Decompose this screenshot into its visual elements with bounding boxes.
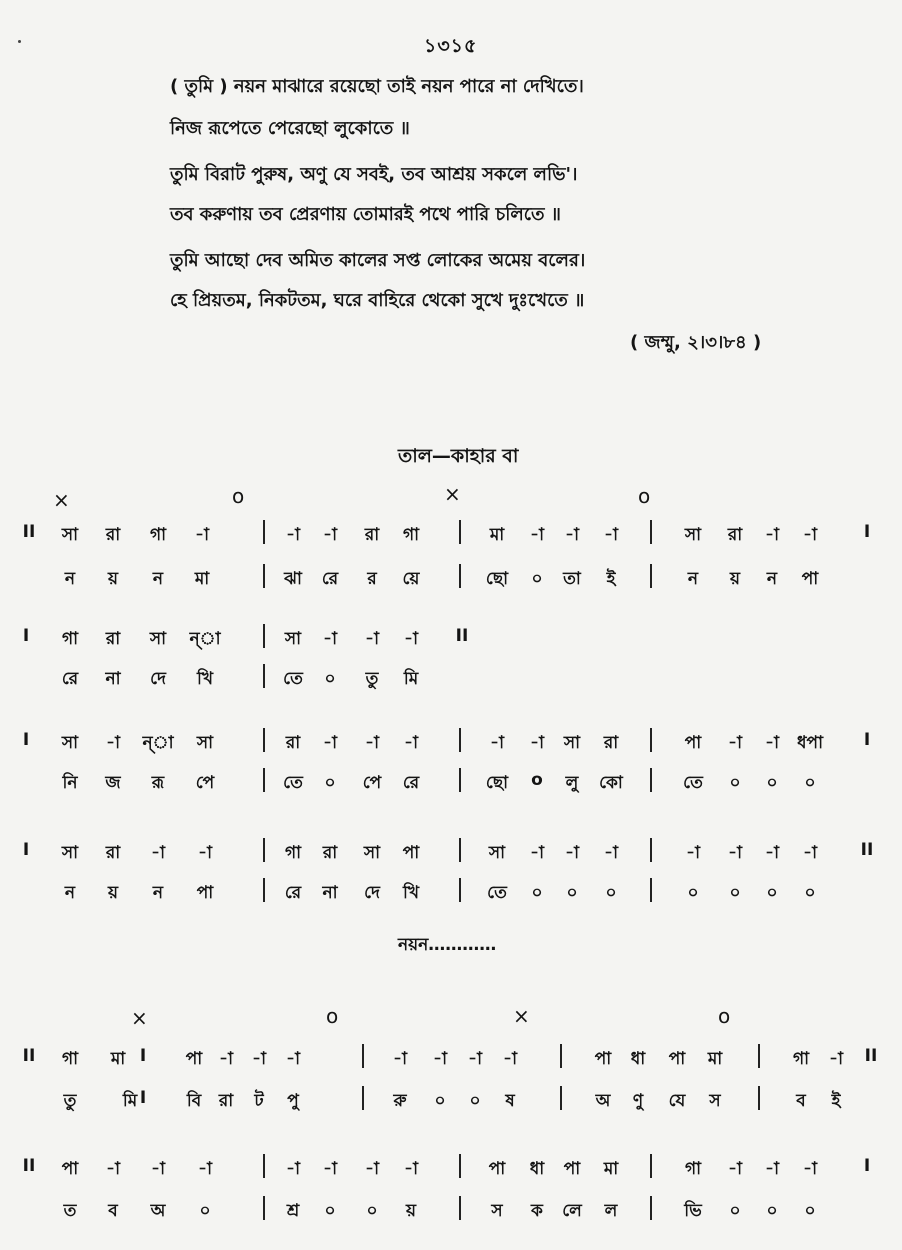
- bar-separator: [650, 838, 652, 862]
- note-cell: পা: [684, 733, 702, 753]
- bar-separator: [459, 1196, 461, 1220]
- beat-mark-tali: ×: [444, 482, 461, 506]
- note-cell: -া: [530, 733, 544, 753]
- tala-heading: তাল—কাহার বা: [398, 445, 519, 467]
- note-cell: -া: [765, 1159, 779, 1179]
- note-cell: -া: [198, 1159, 212, 1179]
- note-cell: রা: [727, 525, 743, 545]
- syllable-cell: অ: [595, 1091, 611, 1111]
- bar-separator: [263, 1154, 265, 1178]
- syllable-cell: ল: [604, 1201, 618, 1221]
- bar-separator: [650, 564, 652, 588]
- syllable-cell: রে: [321, 569, 339, 589]
- note-cell: মা: [489, 525, 505, 545]
- bar-separator: [362, 1044, 364, 1068]
- note-cell: I: [22, 840, 30, 860]
- note-cell: রা: [364, 525, 380, 545]
- note-cell: রা: [285, 733, 301, 753]
- note-cell: -া: [604, 525, 618, 545]
- note-cell: পা: [61, 1159, 79, 1179]
- bar-separator: [650, 1196, 652, 1220]
- syllable-cell: ঝা: [284, 569, 302, 589]
- syllable-cell: রে: [402, 773, 420, 793]
- note-cell: সা: [61, 525, 79, 545]
- lyric-syllable-row: [0, 566, 902, 596]
- syllable-cell: ০: [766, 773, 778, 793]
- notation-row: [0, 730, 902, 760]
- lyric-syllable-row: [0, 666, 902, 696]
- note-cell: -া: [198, 843, 212, 863]
- beat-mark-khali: o: [326, 1004, 339, 1028]
- note-cell: -া: [106, 733, 120, 753]
- syllable-cell: তে: [683, 773, 703, 793]
- bar-separator: [263, 564, 265, 588]
- bar-separator: [263, 664, 265, 688]
- syllable-cell: অ: [150, 1201, 166, 1221]
- syllable-cell: নি: [62, 773, 78, 793]
- note-cell: সা: [61, 733, 79, 753]
- note-cell: I: [863, 522, 871, 542]
- note-cell: II: [864, 1046, 878, 1066]
- note-cell: II: [455, 626, 469, 646]
- bar-separator: [263, 624, 265, 648]
- note-cell: II: [22, 522, 36, 542]
- syllable-cell: I: [139, 1088, 147, 1108]
- stray-dot: [18, 40, 21, 43]
- bar-separator: [459, 728, 461, 752]
- note-cell: II: [22, 1046, 36, 1066]
- note-cell: ন্া: [142, 733, 174, 753]
- beat-mark-khali: o: [232, 484, 245, 508]
- lyric-line-6: হে প্রিয়তম, নিকটতম, ঘরে বাহিরে থেকো সুখে দুঃখেতে ॥: [170, 290, 585, 311]
- bar-separator: [650, 1154, 652, 1178]
- syllable-cell: ন: [766, 569, 778, 589]
- note-cell: -া: [365, 733, 379, 753]
- syllable-cell: ০: [366, 1201, 378, 1221]
- bar-separator: [459, 878, 461, 902]
- beat-mark-khali: o: [638, 484, 651, 508]
- note-cell: -া: [404, 1159, 418, 1179]
- syllable-cell: ০: [766, 883, 778, 903]
- notation-row: [0, 1156, 902, 1186]
- note-cell: গা: [284, 843, 302, 863]
- bar-separator: [650, 520, 652, 544]
- syllable-cell: ০: [687, 883, 699, 903]
- syllable-cell: ণু: [632, 1091, 644, 1111]
- beat-mark-khali: o: [718, 1004, 731, 1028]
- note-cell: ধপা: [797, 733, 823, 753]
- syllable-cell: ০: [434, 1091, 446, 1111]
- notation-row: [0, 626, 902, 656]
- syllable-cell: মি: [122, 1091, 138, 1111]
- syllable-cell: ট: [254, 1091, 264, 1111]
- syllable-cell: ন: [152, 883, 164, 903]
- syllable-cell: তা: [563, 569, 581, 589]
- syllable-cell: খি: [402, 883, 420, 903]
- syllable-cell: ব: [796, 1091, 806, 1111]
- note-cell: -া: [765, 843, 779, 863]
- syllable-cell: রে: [284, 883, 302, 903]
- note-cell: রা: [322, 843, 338, 863]
- syllable-cell: দে: [150, 669, 166, 689]
- syllable-cell: পে: [362, 773, 382, 793]
- note-cell: -া: [728, 733, 742, 753]
- note-cell: -া: [490, 733, 504, 753]
- note-cell: -া: [728, 1159, 742, 1179]
- bar-separator: [459, 1154, 461, 1178]
- bar-separator: [459, 838, 461, 862]
- note-cell: -া: [530, 843, 544, 863]
- beat-mark-sam: ×: [53, 488, 70, 512]
- bar-separator: [263, 838, 265, 862]
- syllable-cell: ন: [152, 569, 164, 589]
- syllable-cell: ই: [606, 569, 616, 589]
- note-cell: ন্া: [189, 629, 221, 649]
- lyric-syllable-row: [0, 880, 902, 910]
- bar-separator: [560, 1086, 562, 1110]
- note-cell: -া: [765, 525, 779, 545]
- beat-mark-tali: ×: [513, 1004, 530, 1028]
- note-cell: -া: [323, 1159, 337, 1179]
- syllable-cell: ০: [324, 1201, 336, 1221]
- syllable-cell: ন: [687, 569, 699, 589]
- note-cell: -া: [728, 843, 742, 863]
- note-cell: -া: [765, 733, 779, 753]
- note-cell: -া: [530, 525, 544, 545]
- syllable-cell: পা: [196, 883, 214, 903]
- syllable-cell: স: [709, 1091, 721, 1111]
- note-cell: রা: [603, 733, 619, 753]
- syllable-cell: ভি: [684, 1201, 702, 1221]
- syllable-cell: ০: [531, 883, 543, 903]
- bar-separator: [263, 520, 265, 544]
- syllable-cell: মা: [194, 569, 210, 589]
- syllable-cell: খি: [196, 669, 214, 689]
- note-cell: সা: [488, 843, 506, 863]
- note-cell: গা: [402, 525, 420, 545]
- syllable-cell: ০: [605, 883, 617, 903]
- syllable-cell: যে: [668, 1091, 686, 1111]
- note-cell: সা: [684, 525, 702, 545]
- note-cell: সা: [363, 843, 381, 863]
- syllable-cell: রূ: [151, 773, 165, 793]
- lyric-syllable-row: [0, 1198, 902, 1228]
- note-cell: -া: [323, 733, 337, 753]
- bar-separator: [758, 1044, 760, 1068]
- note-cell: রা: [105, 629, 121, 649]
- note-cell: ধা: [529, 1159, 545, 1179]
- lyric-line-5: তুমি আছো দেব অমিত কালের সপ্ত লোকের অমেয় বলের।: [170, 250, 586, 271]
- syllable-cell: রে: [61, 669, 79, 689]
- note-cell: গা: [792, 1049, 810, 1069]
- syllable-cell: ০: [729, 1201, 741, 1221]
- bar-separator: [263, 728, 265, 752]
- syllable-cell: ০: [324, 773, 336, 793]
- note-cell: মা: [603, 1159, 619, 1179]
- lyric-syllable-row: [0, 770, 902, 800]
- syllable-cell: পু: [287, 1091, 299, 1111]
- lyric-line-3: তুমি বিরাট পুরুষ, অণু যে সবই, তব আশ্রয় সকলে লভি'।: [170, 164, 578, 185]
- syllable-cell: শ্র: [286, 1201, 300, 1221]
- note-cell: -া: [803, 1159, 817, 1179]
- bar-separator: [263, 768, 265, 792]
- source-date: ( জম্মু, ২।৩।৮৪ ): [630, 332, 762, 353]
- syllable-cell: য়: [729, 569, 741, 589]
- note-cell: সা: [196, 733, 214, 753]
- note-cell: -া: [286, 525, 300, 545]
- note-cell: I: [22, 730, 30, 750]
- syllable-cell: o: [531, 770, 543, 790]
- note-cell: সা: [563, 733, 581, 753]
- bar-separator: [459, 520, 461, 544]
- syllable-cell: মি: [403, 669, 419, 689]
- note-cell: সা: [284, 629, 302, 649]
- syllable-cell: ব: [108, 1201, 118, 1221]
- note-cell: -া: [404, 629, 418, 649]
- note-cell: সা: [149, 629, 167, 649]
- note-cell: I: [863, 730, 871, 750]
- note-cell: পা: [563, 1159, 581, 1179]
- note-cell: II: [22, 1156, 36, 1176]
- syllable-cell: রা: [218, 1091, 234, 1111]
- lyric-line-2: নিজ রূপেতে পেরেছো লুকোতে ॥: [170, 118, 410, 139]
- bar-separator: [650, 768, 652, 792]
- syllable-cell: য়: [107, 883, 119, 903]
- syllable-cell: ০: [729, 773, 741, 793]
- syllable-cell: স: [491, 1201, 503, 1221]
- note-cell: I: [22, 626, 30, 646]
- bar-separator: [560, 1044, 562, 1068]
- syllable-cell: লু: [565, 773, 579, 793]
- syllable-cell: তু: [63, 1091, 77, 1111]
- note-cell: -া: [503, 1049, 517, 1069]
- notation-row: [0, 522, 902, 552]
- syllable-cell: তু: [365, 669, 379, 689]
- syllable-cell: ০: [766, 1201, 778, 1221]
- syllable-cell: ই: [831, 1091, 841, 1111]
- syllable-cell: না: [105, 669, 121, 689]
- syllable-cell: ০: [566, 883, 578, 903]
- bar-separator: [459, 768, 461, 792]
- syllable-cell: ক: [531, 1201, 543, 1221]
- syllable-cell: রু: [393, 1091, 407, 1111]
- bar-separator: [362, 1086, 364, 1110]
- bar-separator: [263, 1196, 265, 1220]
- note-cell: -া: [151, 843, 165, 863]
- bar-separator: [650, 728, 652, 752]
- note-cell: -া: [252, 1049, 266, 1069]
- note-cell: -া: [829, 1049, 843, 1069]
- note-cell: -া: [404, 733, 418, 753]
- syllable-cell: লে: [562, 1201, 582, 1221]
- note-cell: পা: [594, 1049, 612, 1069]
- bar-separator: [459, 564, 461, 588]
- note-cell: গা: [149, 525, 167, 545]
- bar-separator: [263, 878, 265, 902]
- note-cell: -া: [286, 1159, 300, 1179]
- syllable-cell: তে: [487, 883, 507, 903]
- note-cell: রা: [105, 843, 121, 863]
- syllable-cell: ০: [804, 883, 816, 903]
- note-cell: পা: [402, 843, 420, 863]
- syllable-cell: বি: [186, 1091, 202, 1111]
- note-cell: ধা: [630, 1049, 646, 1069]
- refrain-reference: নয়ন…………: [398, 935, 497, 955]
- syllable-cell: ০: [804, 1201, 816, 1221]
- syllable-cell: ০: [531, 569, 543, 589]
- note-cell: -া: [565, 525, 579, 545]
- note-cell: -া: [803, 525, 817, 545]
- note-cell: মা: [110, 1049, 126, 1069]
- syllable-cell: ০: [729, 883, 741, 903]
- note-cell: পা: [488, 1159, 506, 1179]
- syllable-cell: ০: [469, 1091, 481, 1111]
- note-cell: -া: [565, 843, 579, 863]
- syllable-cell: ষ: [505, 1091, 515, 1111]
- note-cell: গা: [61, 629, 79, 649]
- syllable-cell: তে: [283, 669, 303, 689]
- note-cell: গা: [684, 1159, 702, 1179]
- note-cell: -া: [433, 1049, 447, 1069]
- note-cell: রা: [105, 525, 121, 545]
- syllable-cell: ০: [199, 1201, 211, 1221]
- notation-row: [0, 840, 902, 870]
- note-cell: -া: [365, 1159, 379, 1179]
- syllable-cell: কো: [599, 773, 623, 793]
- note-cell: II: [860, 840, 874, 860]
- note-cell: -া: [106, 1159, 120, 1179]
- syllable-cell: ০: [804, 773, 816, 793]
- note-cell: -া: [686, 843, 700, 863]
- beat-mark-sam: ×: [131, 1006, 148, 1030]
- syllable-cell: পে: [195, 773, 215, 793]
- note-cell: I: [139, 1046, 147, 1066]
- bar-separator: [758, 1086, 760, 1110]
- note-cell: I: [863, 1156, 871, 1176]
- syllable-cell: ন: [64, 883, 76, 903]
- syllable-cell: তে: [283, 773, 303, 793]
- syllable-cell: য়: [107, 569, 119, 589]
- lyric-syllable-row: [0, 1088, 902, 1118]
- note-cell: মা: [707, 1049, 723, 1069]
- note-cell: -া: [393, 1049, 407, 1069]
- syllable-cell: ০: [324, 669, 336, 689]
- note-cell: -া: [219, 1049, 233, 1069]
- bar-separator: [650, 878, 652, 902]
- note-cell: -া: [151, 1159, 165, 1179]
- note-cell: -া: [286, 1049, 300, 1069]
- syllable-cell: জ: [105, 773, 121, 793]
- lyric-line-4: তব করুণায় তব প্রেরণায় তোমারই পথে পারি চলিতে ॥: [170, 204, 561, 225]
- syllable-cell: দে: [364, 883, 380, 903]
- note-cell: পা: [668, 1049, 686, 1069]
- note-cell: -া: [604, 843, 618, 863]
- syllable-cell: ছো: [485, 773, 509, 793]
- note-cell: পা: [185, 1049, 203, 1069]
- note-cell: -া: [468, 1049, 482, 1069]
- syllable-cell: পা: [801, 569, 819, 589]
- syllable-cell: ছো: [485, 569, 509, 589]
- note-cell: -া: [365, 629, 379, 649]
- note-cell: -া: [195, 525, 209, 545]
- syllable-cell: য়ে: [402, 569, 420, 589]
- note-cell: -া: [323, 525, 337, 545]
- syllable-cell: য়: [405, 1201, 417, 1221]
- notation-row: [0, 1046, 902, 1076]
- note-cell: -া: [803, 843, 817, 863]
- lyric-line-1: ( তুমি ) নয়ন মাঝারে রয়েছো তাই নয়ন পারে না দেখিতে।: [170, 76, 584, 97]
- page-number: ১৩১৫: [424, 35, 478, 57]
- syllable-cell: না: [322, 883, 338, 903]
- note-cell: সা: [61, 843, 79, 863]
- note-cell: -া: [323, 629, 337, 649]
- syllable-cell: ন: [64, 569, 76, 589]
- note-cell: গা: [61, 1049, 79, 1069]
- syllable-cell: র: [367, 569, 377, 589]
- syllable-cell: ত: [63, 1201, 77, 1221]
